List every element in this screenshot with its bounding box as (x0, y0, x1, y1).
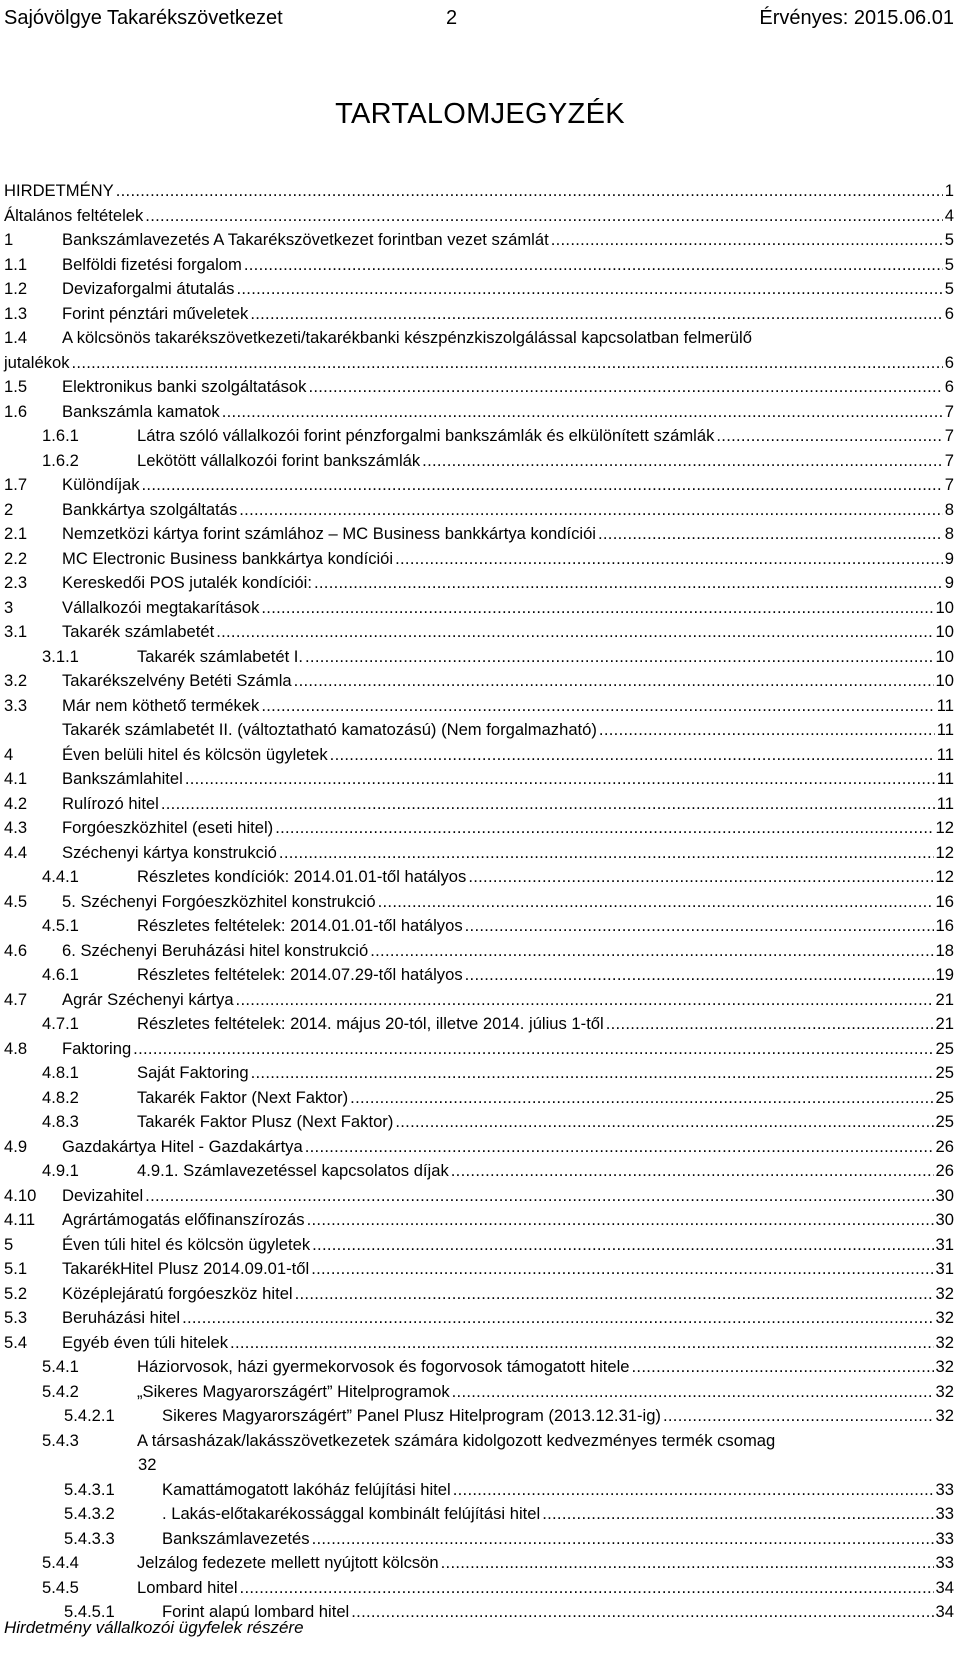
toc-entry-title: Takarék számlabetét (62, 622, 215, 641)
toc-entry-title: 4.9.1. Számlavezetéssel kapcsolatos díjak (137, 1161, 449, 1180)
toc-entry[interactable] (4, 302, 954, 327)
toc-dot-leader (275, 816, 933, 841)
toc-entry-title: Vállalkozói megtakarítások (62, 597, 260, 617)
toc-entry-page: 11 (936, 744, 954, 764)
toc-entry-number: 1.4 (4, 328, 28, 347)
toc-entry-page: 26 (935, 1161, 954, 1180)
toc-entry-title: Különdíjak (62, 475, 140, 494)
toc-entry-title: Forint pénztári műveletek (62, 303, 249, 323)
toc-entry-number: 3 (4, 597, 14, 617)
toc-entry-page: 25 (935, 1063, 954, 1082)
toc-entry[interactable] (4, 1086, 954, 1111)
toc-entry-title: Jelzálog fedezete mellett nyújtott kölcsön (137, 1553, 439, 1572)
toc-entry-page: 30 (935, 1185, 954, 1205)
toc-entry[interactable] (4, 816, 954, 841)
toc-dot-leader (182, 1306, 933, 1331)
toc-entry-page: 25 (935, 1038, 954, 1058)
toc-entry[interactable] (4, 1355, 954, 1380)
toc-entry-number: 4.1 (4, 769, 28, 788)
toc-entry-number: 2.2 (4, 548, 28, 568)
toc-dot-leader (244, 253, 943, 278)
toc-entry[interactable] (4, 1208, 954, 1233)
toc-entry-page: 32 (935, 1283, 954, 1303)
toc-dot-leader (311, 1257, 933, 1282)
toc-entry-title: Részletes feltételek: 2014.07.29-től hatályos (137, 965, 463, 984)
toc-entry[interactable] (4, 1233, 954, 1258)
toc-entry-title: Devizahitel (62, 1185, 144, 1205)
toc-entry-number: 4.11 (4, 1210, 36, 1229)
toc-entry-title: Egyéb éven túli hitelek (62, 1332, 229, 1352)
toc-entry-title: A társasházak/lakásszövetkezetek számára kidolgozott kedvezményes termék csomag (137, 1430, 776, 1450)
toc-entry-page: 31 (935, 1259, 954, 1278)
toc-entry-page: 32 (935, 1381, 954, 1401)
toc-entry-page: 16 (935, 891, 954, 911)
toc-dot-leader (279, 841, 934, 866)
toc-entry-title: Középlejáratú forgóeszköz hitel (62, 1283, 293, 1303)
toc-dot-leader (663, 1404, 934, 1429)
toc-entry-title: Bankszámlavezetés A Takarékszövetkezet forintban vezet számlát (62, 230, 549, 249)
toc-entry-number: 4.8.2 (42, 1087, 79, 1107)
toc-dot-leader (452, 1380, 934, 1405)
toc-entry-number: 1 (4, 230, 14, 249)
toc-dot-leader (307, 1208, 934, 1233)
toc-entry[interactable] (4, 424, 954, 449)
toc-dot-leader (378, 890, 934, 915)
toc-entry-page: 12 (935, 867, 954, 886)
toc-entry-title: Részletes kondíciók: 2014.01.01-től hatályos (137, 867, 467, 886)
toc-dot-leader (468, 865, 933, 890)
toc-entry-page: 11 (936, 695, 954, 715)
page-header (4, 4, 954, 32)
toc-entry-title: Kereskedői POS jutalék kondíciói: (62, 573, 312, 592)
toc-entry-title: Lombard hitel (137, 1577, 238, 1597)
toc-entry-title: Saját Faktoring (137, 1063, 249, 1082)
toc-dot-leader (222, 400, 943, 425)
toc-dot-leader (716, 424, 942, 449)
toc-entry-page: 16 (935, 916, 954, 935)
toc-entry[interactable] (138, 1453, 960, 1478)
toc-dot-leader (606, 1012, 934, 1037)
table-of-contents (0, 179, 960, 1625)
toc-entry[interactable] (4, 841, 954, 866)
toc-entry[interactable] (4, 988, 954, 1013)
toc-entry[interactable] (4, 179, 954, 204)
toc-entry-title: Bankszámlavezetés (162, 1528, 310, 1548)
toc-entry-title: Éven túli hitel és kölcsön ügyletek (62, 1234, 311, 1254)
toc-entry-page: 7 (944, 426, 954, 445)
toc-entry-title: Háziorvosok, házi gyermekorvosok és fogorvosok támogatott hitele (137, 1357, 630, 1376)
toc-entry[interactable] (4, 375, 954, 400)
toc-dot-leader (216, 620, 933, 645)
toc-entry-number: 4.8.1 (42, 1063, 79, 1082)
toc-entry[interactable] (4, 1110, 954, 1135)
toc-entry-title: 5. Széchenyi Forgóeszközhitel konstrukció (62, 891, 376, 911)
toc-entry-title: HIRDETMÉNY (4, 181, 114, 200)
toc-entry[interactable] (4, 473, 954, 498)
toc-entry[interactable] (4, 1576, 954, 1601)
toc-entry-title: Részletes feltételek: 2014.01.01-től hatályos (137, 916, 463, 935)
toc-entry-title: Részletes feltételek: 2014. május 20-tól, illetve 2014. július 1-től (137, 1014, 604, 1033)
toc-entry[interactable] (4, 792, 954, 817)
toc-dot-leader (185, 767, 935, 792)
toc-entry-number: 2.1 (4, 524, 28, 543)
toc-dot-leader (422, 449, 943, 474)
toc-entry-page: 32 (935, 1308, 954, 1327)
toc-entry-title: Takarék számlabetét I. (137, 646, 304, 666)
toc-entry-page: 6 (944, 352, 954, 372)
toc-entry-page: 32 (935, 1332, 954, 1352)
toc-entry[interactable] (4, 1159, 954, 1184)
toc-entry-number: 5.4.4 (42, 1553, 79, 1572)
toc-entry-page: 33 (935, 1528, 954, 1548)
toc-entry-page: 30 (935, 1210, 954, 1229)
toc-entry-page: 25 (935, 1087, 954, 1107)
toc-entry-page: 9 (944, 548, 954, 568)
toc-entry-title: Forgóeszközhitel (eseti hitel) (62, 818, 274, 837)
toc-entry-number: 4.3 (4, 818, 28, 837)
toc-entry-page: 6 (944, 377, 954, 396)
toc-entry-page: 12 (935, 818, 954, 837)
toc-entry[interactable] (4, 890, 954, 915)
toc-entry-number: 4.9 (4, 1136, 28, 1156)
toc-entry-page: 7 (944, 401, 954, 421)
toc-entry-page: 32 (935, 1357, 954, 1376)
toc-entry[interactable] (4, 326, 960, 351)
toc-entry[interactable] (4, 620, 954, 645)
toc-entry-page: 5 (944, 254, 954, 274)
toc-entry[interactable] (4, 253, 954, 278)
toc-entry[interactable] (4, 449, 954, 474)
toc-entry[interactable] (4, 1184, 954, 1209)
toc-entry-title: Takarék Faktor Plusz (Next Faktor) (137, 1112, 394, 1131)
toc-entry-title: 32 (138, 1455, 157, 1474)
toc-entry-number: 3.1 (4, 622, 28, 641)
toc-entry-title: Látra szóló vállalkozói forint pénzforgalmi bankszámlák és elkülönített számlák (137, 426, 715, 445)
toc-entry-page: 12 (935, 842, 954, 862)
toc-entry-number: 4.6.1 (42, 965, 79, 984)
toc-entry-title: 6. Széchenyi Beruházási hitel konstrukció (62, 940, 369, 960)
toc-entry[interactable] (4, 963, 954, 988)
toc-entry-number: 1.5 (4, 377, 28, 396)
toc-dot-leader (465, 914, 934, 939)
toc-dot-leader (236, 988, 934, 1013)
toc-dot-leader (632, 1355, 934, 1380)
toc-entry[interactable] (4, 865, 954, 890)
toc-entry[interactable] (4, 1282, 954, 1307)
toc-entry-page: 32 (935, 1406, 954, 1425)
toc-entry[interactable] (4, 1257, 954, 1282)
toc-entry-number: 5.4.3 (42, 1430, 79, 1450)
toc-entry-number: 5.4.5 (42, 1577, 79, 1597)
toc-entry[interactable] (4, 1502, 954, 1527)
toc-entry-page: 33 (935, 1479, 954, 1499)
toc-dot-leader (161, 792, 935, 817)
toc-entry[interactable] (4, 669, 954, 694)
toc-entry-number: 1.6 (4, 401, 28, 421)
toc-entry-title: Bankkártya szolgáltatás (62, 499, 238, 519)
toc-entry-title: jutalékok (4, 352, 70, 372)
toc-entry-number: 1.2 (4, 279, 28, 298)
toc-entry-page: 11 (936, 769, 954, 788)
toc-entry-number: 1.6.2 (42, 450, 79, 470)
toc-dot-leader (551, 228, 943, 253)
toc-entry-page: 10 (935, 646, 954, 666)
toc-entry-number: 4.10 (4, 1185, 37, 1205)
toc-dot-leader (598, 522, 943, 547)
toc-entry-number: 3.2 (4, 671, 28, 690)
toc-entry-number: 4.7.1 (42, 1014, 79, 1033)
toc-entry[interactable] (4, 400, 954, 425)
header-org: Sajóvölgye Takarékszövetkezet (4, 7, 283, 29)
toc-entry-number: 5.2 (4, 1283, 28, 1303)
toc-entry-number: 5.4 (4, 1332, 28, 1352)
toc-entry-number: 4.4.1 (42, 867, 79, 886)
toc-dot-leader (142, 473, 943, 498)
toc-dot-leader (145, 204, 942, 229)
toc-entry[interactable] (4, 914, 954, 939)
toc-entry-page: 34 (935, 1577, 954, 1597)
header-page-number: 2 (446, 7, 458, 29)
toc-dot-leader (351, 1600, 933, 1625)
toc-dot-leader (116, 179, 943, 204)
toc-entry-page: 18 (935, 940, 954, 960)
toc-entry-title: Széchenyi kártya konstrukció (62, 842, 277, 862)
toc-entry-title: Takarék Faktor (Next Faktor) (137, 1087, 349, 1107)
toc-dot-leader (236, 277, 942, 302)
toc-dot-leader (370, 939, 933, 964)
toc-entry-number: 2 (4, 499, 14, 519)
toc-dot-leader (330, 743, 935, 768)
toc-entry[interactable] (4, 1037, 954, 1062)
toc-entry-title: Kamattámogatott lakóház felújítási hitel (162, 1479, 451, 1499)
toc-entry-title: . Lakás-előtakarékossággal kombinált felújítási hitel (162, 1504, 541, 1523)
toc-entry-title: Beruházási hitel (62, 1308, 181, 1327)
toc-dot-leader (465, 963, 934, 988)
toc-entry-number: 5.4.3.3 (64, 1528, 115, 1548)
toc-entry-number: 1.6.1 (42, 426, 79, 445)
toc-dot-leader (441, 1551, 934, 1576)
toc-entry-title: Agrártámogatás előfinanszírozás (62, 1210, 305, 1229)
toc-entry-title: Takarék számlabetét II. (változtatható kamatozású) (Nem forgalmazható) (62, 720, 597, 739)
toc-dot-leader (261, 694, 934, 719)
toc-dot-leader (294, 669, 934, 694)
toc-entry-title: Általános feltételek (4, 205, 144, 225)
toc-entry[interactable] (4, 277, 954, 302)
toc-entry-title: Elektronikus banki szolgáltatások (62, 377, 307, 396)
toc-entry-title: Már nem köthető termékek (62, 695, 260, 715)
toc-entry[interactable] (4, 596, 954, 621)
toc-entry-title: Agrár Széchenyi kártya (62, 989, 234, 1009)
toc-entry-number: 2.3 (4, 573, 28, 592)
toc-entry-title: Faktoring (62, 1038, 132, 1058)
toc-dot-leader (145, 1184, 933, 1209)
toc-entry[interactable] (4, 228, 954, 253)
toc-entry-title: Sikeres Magyarországért” Panel Plusz Hitelprogram (2013.12.31-ig) (162, 1406, 661, 1425)
toc-dot-leader (350, 1086, 933, 1111)
toc-entry-page: 10 (935, 671, 954, 690)
toc-entry-page: 8 (944, 524, 954, 543)
toc-entry-title: Bankszámla kamatok (62, 401, 220, 421)
toc-dot-leader (251, 1061, 934, 1086)
toc-entry-number: 5.4.2.1 (64, 1406, 115, 1425)
toc-entry-page: 5 (944, 279, 954, 298)
toc-entry-title: Lekötött vállalkozói forint bankszámlák (137, 450, 421, 470)
toc-dot-leader (230, 1331, 933, 1356)
toc-entry[interactable] (4, 351, 954, 376)
toc-entry-number: 4.5.1 (42, 916, 79, 935)
toc-entry-number: 1.3 (4, 303, 28, 323)
toc-entry-page: 7 (944, 475, 954, 494)
toc-entry-number: 4.2 (4, 793, 28, 813)
toc-entry-title: Gazdakártya Hitel - Gazdakártya (62, 1136, 303, 1156)
toc-entry-number: 4.6 (4, 940, 28, 960)
toc-entry-page: 31 (935, 1234, 954, 1254)
toc-entry-number: 4.5 (4, 891, 28, 911)
toc-entry-title: MC Electronic Business bankkártya kondíciói (62, 548, 394, 568)
toc-entry[interactable] (4, 1331, 954, 1356)
toc-entry-page: 5 (944, 230, 954, 249)
toc-entry-number: 5.1 (4, 1259, 28, 1278)
toc-entry-number: 4.4 (4, 842, 28, 862)
toc-dot-leader (305, 1135, 934, 1160)
toc-entry-page: 21 (935, 1014, 954, 1033)
toc-entry-page: 11 (936, 720, 954, 739)
toc-entry[interactable] (4, 522, 954, 547)
toc-dot-leader (314, 571, 943, 596)
toc-entry[interactable] (4, 1404, 954, 1429)
toc-entry-number: 1.7 (4, 475, 28, 494)
toc-dot-leader (72, 351, 943, 376)
toc-entry-page: 33 (935, 1504, 954, 1523)
toc-entry[interactable] (4, 1380, 954, 1405)
toc-entry-title: Éven belüli hitel és kölcsön ügyletek (62, 744, 328, 764)
toc-entry-number: 3.1.1 (42, 646, 79, 666)
toc-dot-leader (312, 1527, 934, 1552)
toc-entry-page: 8 (944, 499, 954, 519)
toc-dot-leader (542, 1502, 933, 1527)
toc-entry-number: 4.8.3 (42, 1112, 79, 1131)
toc-dot-leader (239, 498, 943, 523)
toc-entry-page: 19 (935, 965, 954, 984)
toc-entry[interactable] (4, 498, 954, 523)
toc-entry-number: 1.1 (4, 254, 28, 274)
toc-entry-number: 4.7 (4, 989, 28, 1009)
toc-entry-number: 5 (4, 1234, 14, 1254)
toc-entry[interactable] (4, 204, 954, 229)
toc-dot-leader (250, 302, 942, 327)
toc-dot-leader (308, 375, 942, 400)
toc-entry[interactable] (4, 1551, 954, 1576)
toc-entry-title: Forint alapú lombard hitel (162, 1602, 350, 1621)
toc-entry-page: 21 (935, 989, 954, 1009)
toc-entry-number: 5.4.5.1 (64, 1602, 115, 1621)
toc-entry-title: Takarékszelvény Betéti Számla (62, 671, 292, 690)
toc-entry[interactable] (4, 767, 954, 792)
toc-dot-leader (312, 1233, 933, 1258)
toc-entry-number: 5.4.1 (42, 1357, 79, 1376)
toc-dot-leader (599, 718, 935, 743)
toc-entry-title: „Sikeres Magyarországért” Hitelprogramok (137, 1381, 450, 1401)
toc-entry-number: 4 (4, 744, 14, 764)
toc-entry[interactable] (4, 1135, 954, 1160)
toc-entry-page: 4 (944, 205, 954, 225)
toc-entry[interactable] (4, 1061, 954, 1086)
toc-entry-page: 7 (944, 450, 954, 470)
toc-entry[interactable] (4, 1012, 954, 1037)
toc-dot-leader (395, 1110, 933, 1135)
toc-entry[interactable] (4, 1306, 954, 1331)
toc-title: TARTALOMJEGYZÉK (335, 98, 625, 130)
toc-entry[interactable] (4, 547, 954, 572)
toc-entry[interactable] (4, 645, 954, 670)
toc-entry-number: 5.4.3.1 (64, 1479, 115, 1499)
toc-entry-number: 3.3 (4, 695, 28, 715)
toc-entry[interactable] (42, 1429, 960, 1454)
toc-dot-leader (453, 1478, 934, 1503)
toc-entry-title: TakarékHitel Plusz 2014.09.01-től (62, 1259, 310, 1278)
toc-entry[interactable] (4, 694, 954, 719)
toc-entry-page: 1 (944, 181, 954, 200)
toc-entry-page: 25 (935, 1112, 954, 1131)
toc-entry-title: A kölcsönös takarékszövetkezeti/takarékbanki készpénzkiszolgálással kapcsolatban felmerülő (62, 328, 752, 347)
toc-entry[interactable] (4, 718, 954, 743)
toc-entry[interactable] (4, 1478, 954, 1503)
toc-entry-page: 11 (936, 793, 954, 813)
toc-entry-number: 5.4.2 (42, 1381, 79, 1401)
page-footer: Hirdetmény vállalkozói ügyfelek részére (4, 1618, 304, 1637)
toc-entry-number: 4.8 (4, 1038, 28, 1058)
toc-dot-leader (295, 1282, 934, 1307)
toc-entry-number: 4.9.1 (42, 1161, 79, 1180)
toc-entry-title: Nemzetközi kártya forint számlához – MC Business bankkártya kondíciói (62, 524, 596, 543)
toc-entry-title: Devizaforgalmi átutalás (62, 279, 235, 298)
toc-dot-leader (395, 547, 943, 572)
toc-dot-leader (133, 1037, 933, 1062)
toc-entry-page: 34 (935, 1602, 954, 1621)
toc-entry-title: Rulírozó hitel (62, 793, 159, 813)
toc-entry-page: 26 (935, 1136, 954, 1156)
toc-entry-page: 6 (944, 303, 954, 323)
toc-entry-number: 5.3 (4, 1308, 28, 1327)
toc-entry[interactable] (4, 939, 954, 964)
toc-entry[interactable] (4, 743, 954, 768)
toc-entry-page: 9 (944, 573, 954, 592)
toc-entry-title: Bankszámlahitel (62, 769, 183, 788)
header-valid-date: Érvényes: 2015.06.01 (759, 7, 954, 29)
toc-entry-page: 33 (935, 1553, 954, 1572)
toc-entry[interactable] (4, 571, 954, 596)
toc-dot-leader (240, 1576, 934, 1601)
toc-entry-title: Belföldi fizetési forgalom (62, 254, 242, 274)
toc-dot-leader (261, 596, 933, 621)
toc-entry-page: 10 (935, 622, 954, 641)
toc-entry[interactable] (4, 1527, 954, 1552)
toc-entry-number: 5.4.3.2 (64, 1504, 115, 1523)
toc-entry-page: 10 (935, 597, 954, 617)
toc-dot-leader (451, 1159, 934, 1184)
toc-dot-leader (305, 645, 934, 670)
